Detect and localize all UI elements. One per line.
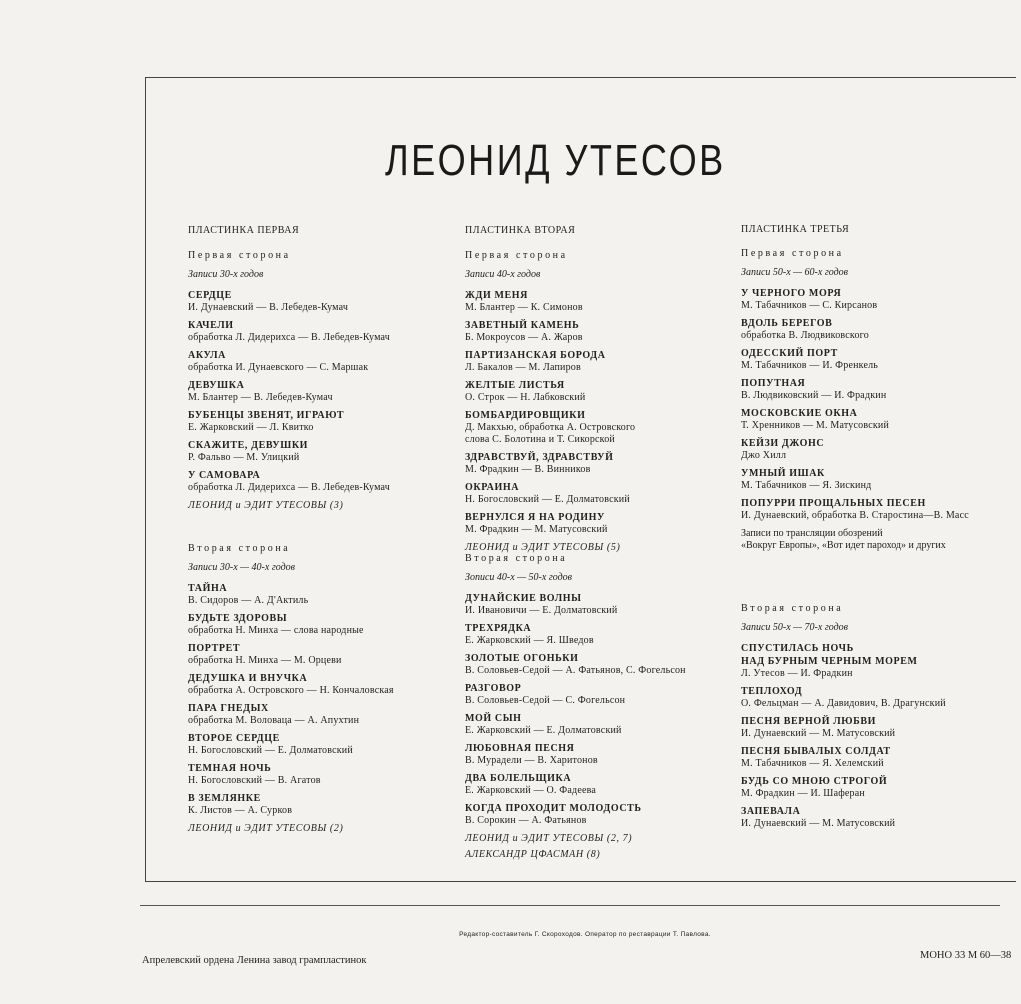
track-entry [188,702,468,727]
side-label: Вторая сторона [741,603,844,614]
track-entry [741,715,1003,740]
track-title: ВЕРНУЛСЯ Я НА РОДИНУ [465,512,605,523]
track-title: ЗАВЕТНЫЙ КАМЕНЬ [465,320,580,331]
track-credit: Е. Жарковский — Я. Шведов [465,635,594,646]
track-title: БУДЬТЕ ЗДОРОВЫ [188,613,288,624]
track-title: В ЗЕМЛЯНКЕ [188,793,261,804]
track-entry [741,745,1003,770]
track-entry [741,642,1003,680]
track-credit: В. Людвиковский — И. Фрадкин [741,390,887,401]
track-entry [188,732,468,757]
track-credit: И. Ивановичи — Е. Долматовский [465,605,618,616]
track-title: ПАРА ГНЕДЫХ [188,703,269,714]
track-entry [741,467,1003,492]
track-title: ЗАПЕВАЛА [741,806,801,817]
side-label: Первая сторона [741,248,844,259]
track-title: РАЗГОВОР [465,683,522,694]
track-entry [465,742,745,767]
side-label: Первая сторона [188,250,291,261]
disc-label: ПЛАСТИНКА ВТОРАЯ [465,225,576,236]
track-title: БОМБАРДИРОВЩИКИ [465,410,586,421]
side-section [188,543,468,835]
track-entry [465,592,745,617]
track-credit: И. Дунаевский, обработка В. Старостина—В. Масс [741,510,969,521]
track-title: ТРЕХРЯДКА [465,623,532,634]
track-credit: Е. Жарковский — Л. Квитко [188,422,314,433]
side-section [188,250,468,512]
track-credit: Л. Бакалов — М. Лапиров [465,362,581,373]
side-section [741,603,1003,835]
track-title: ТЕМНАЯ НОЧЬ [188,763,272,774]
track-credit: В. Сидоров — А. Д'Актиль [188,595,309,606]
track-title: ЛЮБОВНАЯ ПЕСНЯ [465,743,575,754]
track-title: ВТОРОЕ СЕРДЦЕ [188,733,280,744]
recording-period: Записи 30-х годов [188,269,264,280]
track-title: ПАРТИЗАНСКАЯ БОРОДА [465,350,606,361]
track-credit: обработка А. Островского — Н. Кончаловская [188,685,394,696]
track-entry [741,287,1003,312]
track-credit: М. Табачников — Я. Хелемский [741,758,884,769]
track-title: ДЕДУШКА И ВНУЧКА [188,673,308,684]
track-title: ЗДРАВСТВУЙ, ЗДРАВСТВУЙ [465,452,614,463]
track-entry [741,347,1003,372]
recording-note: Записи по трансляции обозрений «Вокруг Европы», «Вот идет пароход» и других [741,528,946,551]
track-credit: обработка Л. Дидерихса — В. Лебедев-Кумач [188,482,391,493]
track-entry [188,469,468,494]
track-title: ВДОЛЬ БЕРЕГОВ [741,318,833,329]
track-title: АКУЛА [188,350,226,361]
track-credit: И. Дунаевский — М. Матусовский [741,818,896,829]
track-credit: Е. Жарковский — Е. Долматовский [465,725,622,736]
track-entry [741,805,1003,830]
recording-period: Записи 40-х годов [465,269,541,280]
track-title: СЕРДЦЕ [188,290,232,301]
performers: ЛЕОНИД и ЭДИТ УТЕСОВЫ (2) [188,823,344,834]
track-title: ПОРТРЕТ [188,643,241,654]
track-credit: М. Табачников — И. Френкель [741,360,879,371]
track-title: СКАЖИТЕ, ДЕВУШКИ [188,440,309,451]
track-credit: М. Табачников — С. Кирсанов [741,300,878,311]
side-label: Вторая сторона [188,543,291,554]
track-title: ОДЕССКИЙ ПОРТ [741,348,838,359]
track-credit: М. Фрадкин — В. Винников [465,464,591,475]
track-entry [188,349,468,374]
track-credit: М. Блантер — В. Лебедев-Кумач [188,392,333,403]
track-entry [741,497,1003,522]
track-credit: В. Соловьев-Седой — С. Фогельсон [465,695,626,706]
track-title: КЕЙЗИ ДЖОНС [741,438,825,449]
track-entry [465,712,745,737]
disc-label: ПЛАСТИНКА ТРЕТЬЯ [741,224,850,235]
track-entry [188,792,468,817]
track-entry [188,289,468,314]
track-credit: М. Блантер — К. Симонов [465,302,583,313]
track-entry [465,289,745,314]
recording-period: Записи 30-х — 40-х годов [188,562,295,573]
track-credit: обработка Н. Минха — М. Орцеви [188,655,342,666]
track-entry [465,409,745,446]
track-credit: М. Фрадкин — И. Шаферан [741,788,865,799]
track-credit: В. Соловьев-Седой — А. Фатьянов, С. Фогельсон [465,665,686,676]
track-entry [465,682,745,707]
track-entry [465,622,745,647]
track-title: МОСКОВСКИЕ ОКНА [741,408,858,419]
track-title: БУБЕНЦЫ ЗВЕНЯТ, ИГРАЮТ [188,410,345,421]
track-credit: И. Дунаевский — М. Матусовский [741,728,896,739]
bottom-rule [140,905,1000,906]
track-title: ДЕВУШКА [188,380,245,391]
track-credit: В. Сорокин — А. Фатьянов [465,815,587,826]
track-title: ПЕСНЯ ВЕРНОЙ ЛЮБВИ [741,716,877,727]
track-entry [188,319,468,344]
track-title: КОГДА ПРОХОДИТ МОЛОДОСТЬ [465,803,642,814]
track-credit: обработка Н. Минха — слова народные [188,625,364,636]
track-title: У ЧЕРНОГО МОРЯ [741,288,842,299]
track-credit: обработка М. Воловаца — А. Апухтин [188,715,360,726]
track-entry [741,437,1003,462]
track-entry [465,802,745,827]
track-credit: Н. Богословский — Е. Долматовский [188,745,353,756]
track-title: УМНЫЙ ИШАК [741,468,825,479]
track-credit: обработка Л. Дидерихса — В. Лебедев-Кумач [188,332,391,343]
track-entry [741,377,1003,402]
track-entry [465,319,745,344]
side-label: Вторая сторона [465,553,568,564]
track-entry [188,642,468,667]
track-entry [465,349,745,374]
track-title: ПОПУРРИ ПРОЩАЛЬНЫХ ПЕСЕН [741,498,926,509]
track-title: ЗОЛОТЫЕ ОГОНЬКИ [465,653,579,664]
track-entry [465,652,745,677]
side-section [741,248,1003,552]
album-title: ЛЕОНИД УТЕСОВ [385,136,726,185]
track-credit: обработка И. Дунаевского — С. Маршак [188,362,369,373]
track-title: ЖЕЛТЫЕ ЛИСТЬЯ [465,380,565,391]
side-section [465,250,745,554]
track-credit: Р. Фальво — М. Улицкий [188,452,300,463]
track-credit: Д. Макхью, обработка А. Островского слова С. Болотина и Т. Сикорской [465,422,636,445]
recording-period: Зописи 40-х — 50-х годов [465,572,572,583]
track-credit: В. Мурадели — В. Харитонов [465,755,598,766]
track-entry [741,407,1003,432]
track-credit: Л. Утесов — И. Фрадкин [741,668,853,679]
track-title: ТАЙНА [188,583,228,594]
track-entry [188,672,468,697]
track-title: ДВА БОЛЕЛЬЩИКА [465,773,572,784]
track-credit: К. Листов — А. Сурков [188,805,293,816]
track-credit: Е. Жарковский — О. Фадеева [465,785,597,796]
track-credit: М. Табачников — Я. Зискинд [741,480,872,491]
side-label: Первая сторона [465,250,568,261]
factory-name: Апрелевский ордена Ленина завод грампластинок [142,955,367,966]
track-title: ДУНАЙСКИЕ ВОЛНЫ [465,593,582,604]
recording-period: Записи 50-х — 60-х годов [741,267,848,278]
track-entry [188,612,468,637]
track-entry [188,379,468,404]
track-title: КАЧЕЛИ [188,320,234,331]
track-title: ПЕСНЯ БЫВАЛЫХ СОЛДАТ [741,746,891,757]
track-credit: О. Фельцман — А. Давидович, В. Драгунский [741,698,946,709]
track-entry [188,439,468,464]
track-credit: Б. Мокроусов — А. Жаров [465,332,583,343]
track-entry [465,772,745,797]
track-title: БУДЬ СО МНОЮ СТРОГОЙ [741,776,888,787]
track-title: ЖДИ МЕНЯ [465,290,528,301]
performers: ЛЕОНИД и ЭДИТ УТЕСОВЫ (2, 7) [465,833,633,844]
track-credit: Н. Богословский — Е. Долматовский [465,494,630,505]
track-credit: Джо Хилл [741,450,787,461]
performers: ЛЕОНИД и ЭДИТ УТЕСОВЫ (5) [465,542,621,553]
track-credit: Н. Богословский — В. Агатов [188,775,321,786]
track-title: ОКРАИНА [465,482,520,493]
track-entry [741,775,1003,800]
performers: АЛЕКСАНДР ЦФАСМАН (8) [465,849,601,860]
performers: ЛЕОНИД и ЭДИТ УТЕСОВЫ (3) [188,500,344,511]
track-entry [465,451,745,476]
track-credit: И. Дунаевский — В. Лебедев-Кумач [188,302,349,313]
catalog-number: МОНО 33 М 60—38 [920,950,1012,961]
track-entry [465,379,745,404]
side-section [465,553,745,861]
track-entry [741,317,1003,342]
track-entry [188,582,468,607]
track-entry [188,409,468,434]
disc-label: ПЛАСТИНКА ПЕРВАЯ [188,225,300,236]
track-title: ПОПУТНАЯ [741,378,806,389]
track-credit: О. Строк — Н. Лабковский [465,392,586,403]
recording-period: Записи 50-х — 70-х годов [741,622,848,633]
track-entry [465,481,745,506]
track-title: СПУСТИЛАСЬ НОЧЬ НАД БУРНЫМ ЧЕРНЫМ МОРЕМ [741,643,918,667]
track-title: У САМОВАРА [188,470,261,481]
production-credits: Редактор-составитель Г. Скороходов. Оператор по реставрации Т. Павлова. [459,931,711,938]
track-credit: обработка В. Людвиковского [741,330,869,341]
track-entry [741,685,1003,710]
track-title: ТЕПЛОХОД [741,686,803,697]
track-entry [465,511,745,536]
track-title: МОЙ СЫН [465,713,522,724]
track-entry [188,762,468,787]
track-credit: М. Фрадкин — М. Матусовский [465,524,608,535]
track-credit: Т. Хренников — М. Матусовский [741,420,889,431]
